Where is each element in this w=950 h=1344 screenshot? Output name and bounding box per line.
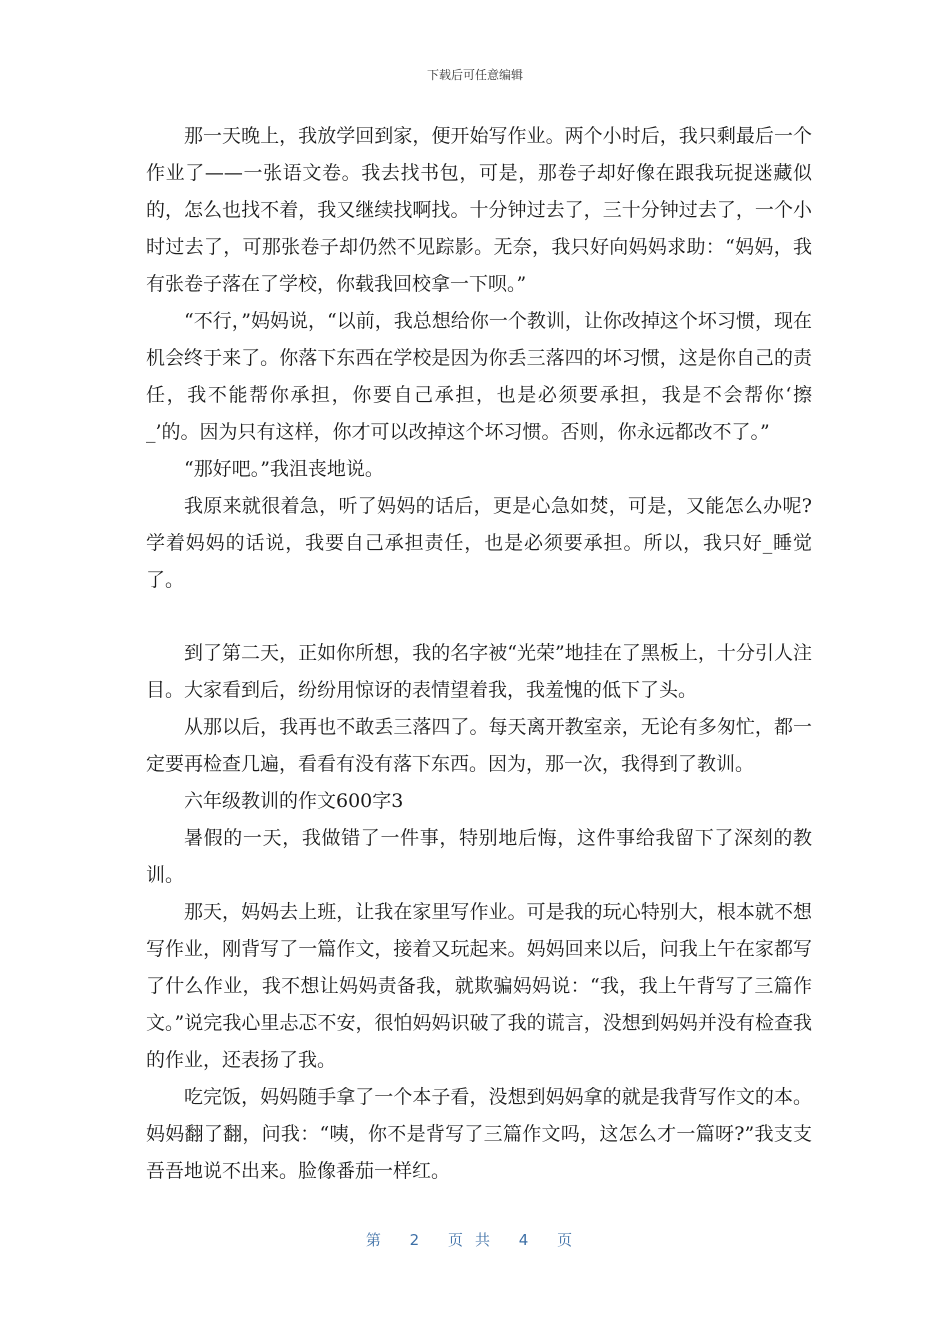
paragraph: 暑假的一天，我做错了一件事，特别地后悔，这件事给我留下了深刻的教训。 [146,827,812,886]
paragraph: 到了第二天，正如你所想，我的名字被“光荣”地挂在了黑板上，十分引人注目。大家看到后，纷纷用惊讶的表情望着我，我羞愧的低下了头。 [146,642,812,701]
paragraph: 那天，妈妈去上班，让我在家里写作业。可是我的玩心特别大，根本就不想写作业，刚背写了一篇作文，接着又玩起来。妈妈回来以后，问我上午在家都写了什么作业，我不想让妈妈责备我，就欺骗妈妈说：“我，我上午背写了三篇作文。”说完我心里忐忑不安，很怕妈妈识破了我的谎言，没想到妈妈并没有检查我的作业，还表扬了我。 [146,901,812,1071]
paragraph: 那一天晚上，我放学回到家，便开始写作业。两个小时后，我只剩最后一个作业了——一张语文卷。我去找书包，可是，那卷子却好像在跟我玩捉迷藏似的，怎么也找不着，我又继续找啊找。十分钟过去了，三十分钟过去了，一个小时过去了，可那张卷子却仍然不见踪影。无奈，我只好向妈妈求助：“妈妈，我有张卷子落在了学校，你载我回校拿一下呗。” [146,125,812,295]
page-header-note: 下载后可任意编辑 [426,68,523,82]
section-heading: 六年级教训的作文600字3 [184,790,404,812]
paragraph: 我原来就很着急，听了妈妈的话后，更是心急如焚，可是，又能怎么办呢?学着妈妈的话说，我要自己承担责任，也是必须要承担。所以，我只好_睡觉了。 [146,495,812,591]
paragraph: “那好吧。”我沮丧地说。 [184,458,384,480]
paragraph: 吃完饭，妈妈随手拿了一个本子看，没想到妈妈拿的就是我背写作文的本。妈妈翻了翻，问我：“咦，你不是背写了三篇作文吗，这怎么才一篇呀?”我支支吾吾地说不出来。脸像番茄一样红。 [146,1086,812,1182]
paragraph-gap [146,599,812,635]
page-number: 第 2 页共 4 页 [365,1231,585,1249]
paragraph: “不行，”妈妈说，“以前，我总想给你一个教训，让你改掉这个坏习惯，现在机会终于来了。你落下东西在学校是因为你丢三落四的坏习惯，这是你自己的责任，我不能帮你承担，你要自己承担，也是必须要承担，我是不会帮你‘擦_’的。因为只有这样，你才可以改掉这个坏习惯。否则，你永远都改不了。” [146,310,812,443]
document-body [146,118,812,1190]
paragraph: 从那以后，我再也不敢丢三落四了。每天离开教室亲，无论有多匆忙，都一定要再检查几遍，看看有没有落下东西。因为，那一次，我得到了教训。 [146,716,812,775]
